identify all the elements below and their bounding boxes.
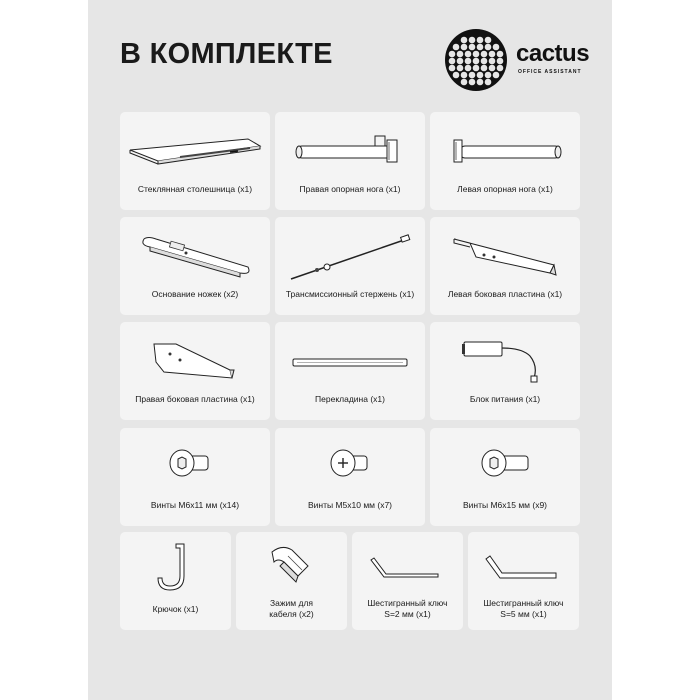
item-card-left-side-plate: [430, 217, 580, 315]
item-card-glass-tabletop: [120, 112, 270, 210]
item-label: Блок питания (x1): [469, 394, 541, 404]
item-label: Левая боковая пластина (x1): [447, 289, 563, 299]
item-label: Винты M6x15 мм (x9): [462, 500, 548, 510]
crossbar-icon: [275, 322, 425, 420]
item-label: Винты M5x10 мм (x7): [307, 500, 393, 510]
item-label: Правая боковая пластина (x1): [135, 394, 255, 404]
item-card-hex-key-2mm: [352, 532, 463, 630]
phillips-screw-icon: [275, 428, 425, 526]
hex-screw-icon: [120, 428, 270, 526]
leg-base-icon: [120, 217, 270, 315]
product-sheet: [88, 0, 612, 700]
item-card-hook: [120, 532, 231, 630]
item-label-line-1: Зажим для: [269, 598, 314, 608]
item-label-line-1: Шестигранный ключ: [367, 598, 448, 608]
item-card-hex-key-5mm: [468, 532, 579, 630]
item-label-line-2: S=2 мм (x1): [384, 609, 431, 619]
item-card-screw-m6x15: [430, 428, 580, 526]
item-label: Винты M6x11 мм (x14): [150, 500, 240, 510]
item-label-line-2: S=5 мм (x1): [500, 609, 547, 619]
hex-screw-long-icon: [430, 428, 580, 526]
item-card-right-leg: [275, 112, 425, 210]
left-leg-icon: [430, 112, 580, 210]
item-card-cable-clamp: [236, 532, 347, 630]
brand-subtitle: OFFICE ASSISTANT: [518, 69, 582, 75]
item-card-screw-m6x11: [120, 428, 270, 526]
item-label: Левая опорная нога (x1): [457, 184, 553, 194]
item-card-power-supply: [430, 322, 580, 420]
item-label: Перекладина (x1): [315, 394, 385, 404]
item-label: Правая опорная нога (x1): [299, 184, 401, 194]
right-side-plate-icon: [120, 322, 270, 420]
hook-icon: [120, 532, 231, 630]
power-supply-icon: [430, 322, 580, 420]
item-label: Крючок (x1): [152, 604, 199, 614]
item-label-line-2: кабеля (x2): [269, 609, 314, 619]
glass-tabletop-icon: [120, 112, 270, 210]
item-card-leg-base: [120, 217, 270, 315]
brand-name: cactus: [516, 40, 590, 67]
item-card-transmission-rod: [275, 217, 425, 315]
right-leg-icon: [275, 112, 425, 210]
item-card-right-side-plate: [120, 322, 270, 420]
left-side-plate-icon: [430, 217, 580, 315]
transmission-rod-icon: [275, 217, 425, 315]
item-label: Трансмиссионный стержень (x1): [285, 289, 415, 299]
item-card-crossbar: [275, 322, 425, 420]
item-label: Стеклянная столешница (x1): [137, 184, 253, 194]
item-card-screw-m5x10: [275, 428, 425, 526]
item-label-line-1: Шестигранный ключ: [483, 598, 564, 608]
item-card-left-leg: [430, 112, 580, 210]
page-title: В КОМПЛЕКТЕ: [120, 38, 333, 70]
item-label: Основание ножек (x2): [151, 289, 239, 299]
